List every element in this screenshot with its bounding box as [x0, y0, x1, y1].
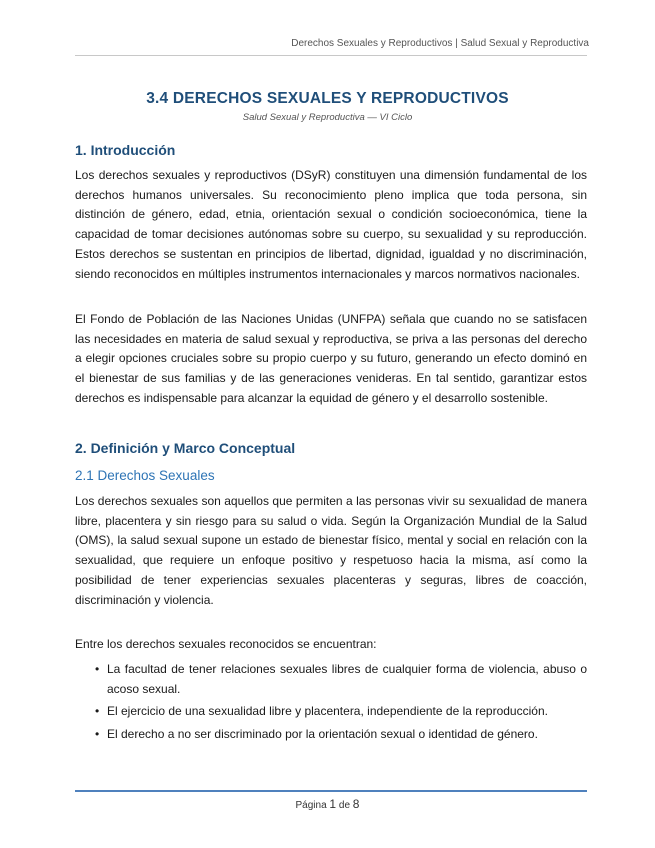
- list-item: [75, 702, 587, 722]
- bullet-icon: •: [95, 662, 100, 676]
- page-label: Página: [295, 800, 327, 811]
- list-intro: Entre los derechos sexuales reconocidos se encuentran:: [75, 637, 377, 651]
- rights-list: [75, 660, 587, 747]
- page-footer: [0, 797, 655, 811]
- section-heading-definition: 2. Definición y Marco Conceptual: [75, 440, 296, 456]
- bullet-icon: •: [95, 726, 100, 741]
- page-total: 8: [352, 797, 360, 811]
- list-item: [75, 660, 587, 699]
- intro-paragraph-1: Los derechos sexuales y reproductivos (DSyR) constituyen una dimensión fundamental de los derechos humanos universales. Su reconocimiento pleno implica que toda persona, sin distinción de género, edad, etnia, orientación sexual o condición socioeconómica, tiene la capacidad de tomar decisiones autónomas sobre su cuerpo, su sexualidad y su reproducción. Estos derechos se sustentan en principios de libertad, dignidad, igualdad y no discriminación, siendo reconocidos en múltiples instrumentos internacionales y marcos normativos nacionales.: [75, 168, 587, 281]
- of-label: de: [338, 800, 351, 811]
- footer-divider: [75, 790, 587, 792]
- list-item-text: La facultad de tener relaciones sexuales libres de cualquier forma de violencia, abuso o acoso sexual.: [107, 662, 587, 696]
- subsection-heading-sexual-rights: 2.1 Derechos Sexuales: [75, 468, 215, 483]
- section-heading-introduction: 1. Introducción: [75, 142, 176, 158]
- list-item: [75, 725, 587, 745]
- page-current: 1: [329, 797, 337, 811]
- document-title: 3.4 DERECHOS SEXUALES Y REPRODUCTIVOS: [146, 90, 509, 107]
- header-divider: [75, 55, 587, 56]
- bullet-icon: •: [95, 704, 100, 718]
- intro-paragraph-2: El Fondo de Población de las Naciones Unidas (UNFPA) señala que cuando no se satisfacen las necesidades en materia de salud sexual y reproductiva, se priva a las personas del derecho a elegir opciones cruciales sobre su propio cuerpo y su futuro, generando un efecto dominó en el bienestar de sus familias y de las generaciones venideras. En tal sentido, garantizar estos derechos es indispensable para alcanzar la equidad de género y el desarrollo sostenible.: [75, 312, 587, 405]
- sexual-rights-paragraph: Los derechos sexuales son aquellos que permiten a las personas vivir su sexualidad de manera libre, placentera y sin riesgo para su salud o vida. Según la Organización Mundial de la Salud (OMS), la salud sexual supone un estado de bienestar físico, mental y social en relación con la sexualidad, que requiere un enfoque positivo y respetuoso hacia la misma, así como la posibilidad de tener experiencias sexuales placenteras y seguras, libres de coacción, discriminación y violencia.: [75, 494, 587, 607]
- running-header: Derechos Sexuales y Reproductivos | Salud Sexual y Reproductiva: [291, 38, 589, 49]
- list-item-text: El derecho a no ser discriminado por la orientación sexual o identidad de género.: [107, 726, 538, 741]
- document-subtitle: Salud Sexual y Reproductiva — VI Ciclo: [242, 112, 413, 123]
- list-item-text: El ejercicio de una sexualidad libre y placentera, independiente de la reproducción.: [107, 704, 548, 718]
